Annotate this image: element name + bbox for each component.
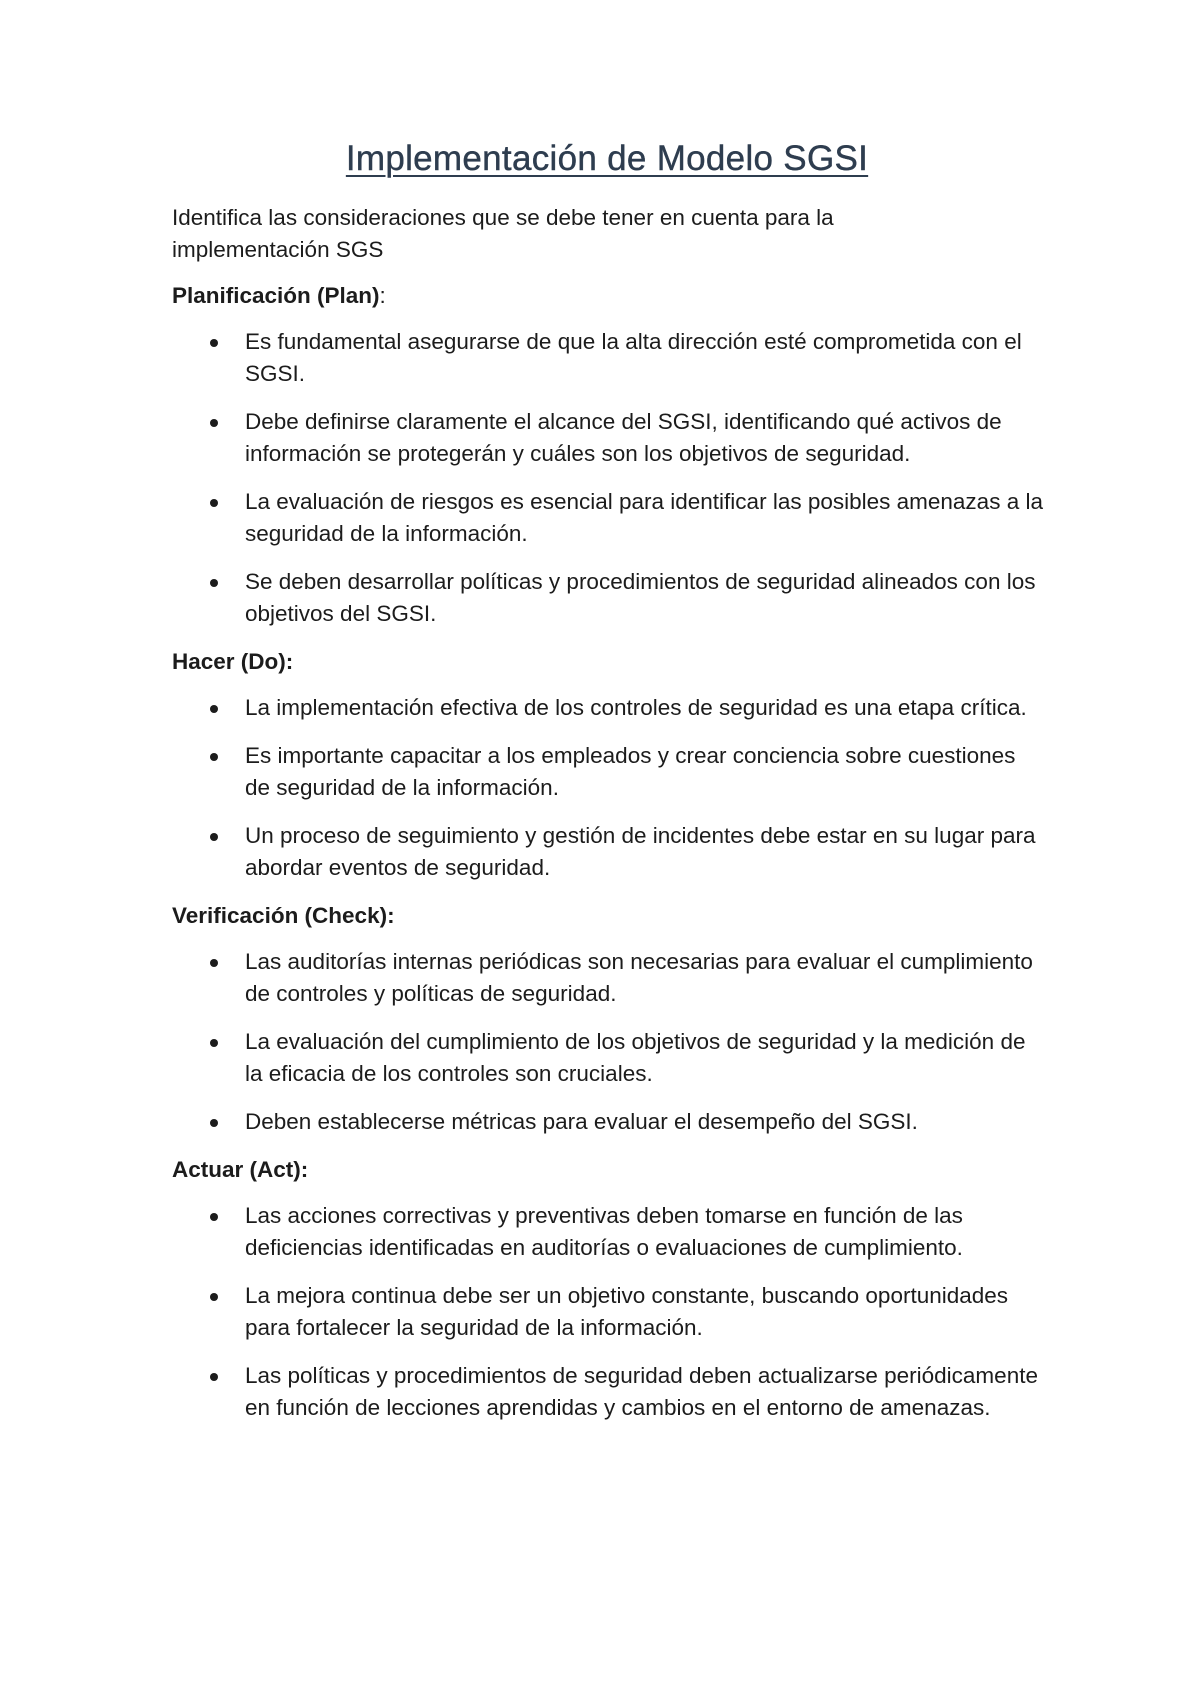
list-item-text: Es fundamental asegurarse de que la alta dirección esté comprometida con el SGSI. xyxy=(245,329,1022,386)
bullet-icon xyxy=(210,1213,218,1221)
section-heading-text: Verificación (Check): xyxy=(172,903,395,928)
bullet-icon xyxy=(210,419,218,427)
bullet-icon xyxy=(210,753,218,761)
list-item-text: Deben establecerse métricas para evaluar el desempeño del SGSI. xyxy=(245,1109,918,1134)
bullet-icon xyxy=(210,1293,218,1301)
section-do xyxy=(172,646,1042,884)
section-heading-act xyxy=(172,1154,1042,1186)
section-heading-check xyxy=(172,900,1042,932)
list-item-text: La evaluación del cumplimiento de los objetivos de seguridad y la medición de la eficacia de los controles son cruciales. xyxy=(245,1029,1026,1086)
section-plan xyxy=(172,280,1042,630)
list-item xyxy=(172,1106,1045,1138)
list-item xyxy=(172,486,1045,550)
list-item-text: Las políticas y procedimientos de seguridad deben actualizarse periódicamente en función de lecciones aprendidas y cambios en el entorno de amenazas. xyxy=(245,1363,1038,1420)
list-item xyxy=(172,740,1045,804)
document-content xyxy=(172,138,1042,1440)
list-item xyxy=(172,820,1045,884)
bullet-icon xyxy=(210,1373,218,1381)
bullet-icon xyxy=(210,579,218,587)
section-heading-text: Planificación (Plan) xyxy=(172,283,380,308)
section-act xyxy=(172,1154,1042,1424)
list-item-text: Las acciones correctivas y preventivas deben tomarse en función de las deficiencias identificadas en auditorías o evaluaciones de cumplimiento. xyxy=(245,1203,963,1260)
list-item xyxy=(172,692,1045,724)
list-item-text: La evaluación de riesgos es esencial para identificar las posibles amenazas a la seguridad de la información. xyxy=(245,489,1043,546)
bullet-icon xyxy=(210,499,218,507)
list-item xyxy=(172,566,1045,630)
intro-paragraph: Identifica las consideraciones que se debe tener en cuenta para la implementación SGS xyxy=(172,205,834,262)
page-title: Implementación de Modelo SGSI xyxy=(345,139,869,178)
section-heading-text: Actuar (Act): xyxy=(172,1157,309,1182)
list-item-text: La mejora continua debe ser un objetivo constante, buscando oportunidades para fortalecer la seguridad de la información. xyxy=(245,1283,1009,1340)
bullet-icon xyxy=(210,1039,218,1047)
bullet-icon xyxy=(210,1119,218,1127)
section-check xyxy=(172,900,1042,1138)
list-item xyxy=(172,326,1045,390)
bullet-icon xyxy=(210,339,218,347)
list-item-text: Debe definirse claramente el alcance del SGSI, identificando qué activos de información se protegerán y cuáles son los objetivos de seguridad. xyxy=(245,409,1002,466)
list-item xyxy=(172,1200,1045,1264)
section-heading-do xyxy=(172,646,1042,678)
bullet-list-do xyxy=(172,692,1042,884)
list-item xyxy=(172,946,1045,1010)
bullet-list-act xyxy=(172,1200,1042,1424)
list-item xyxy=(172,1360,1045,1424)
section-heading-plan xyxy=(172,280,1042,312)
bullet-list-check xyxy=(172,946,1042,1138)
bullet-icon xyxy=(210,705,218,713)
bullet-icon xyxy=(210,959,218,967)
list-item xyxy=(172,1280,1045,1344)
section-heading-text: Hacer (Do): xyxy=(172,649,294,674)
list-item-text: La implementación efectiva de los controles de seguridad es una etapa crítica. xyxy=(245,695,1027,720)
list-item-text: Se deben desarrollar políticas y procedimientos de seguridad alineados con los objetivos del SGSI. xyxy=(245,569,1036,626)
section-heading-colon: : xyxy=(379,283,386,308)
list-item-text: Un proceso de seguimiento y gestión de incidentes debe estar en su lugar para abordar eventos de seguridad. xyxy=(245,823,1036,880)
bullet-icon xyxy=(210,833,218,841)
list-item xyxy=(172,406,1045,470)
list-item-text: Las auditorías internas periódicas son necesarias para evaluar el cumplimiento de controles y políticas de seguridad. xyxy=(245,949,1033,1006)
list-item-text: Es importante capacitar a los empleados y crear conciencia sobre cuestiones de seguridad de la información. xyxy=(245,743,1016,800)
bullet-list-plan xyxy=(172,326,1042,630)
list-item xyxy=(172,1026,1045,1090)
